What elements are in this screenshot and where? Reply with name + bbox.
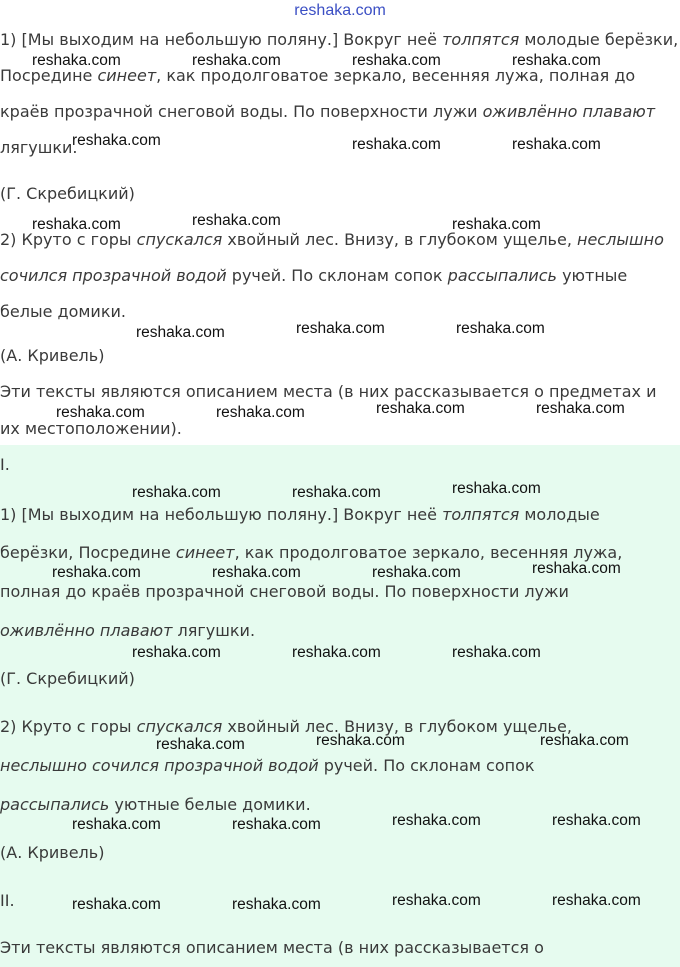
watermark: reshaka.com	[552, 892, 641, 909]
author-krivel: (А. Кривель)	[0, 346, 105, 365]
p1-line-1: 1) [Мы выходим на небольшую поляну.] Вокруг неё толпятся молодые берёзки,	[0, 30, 679, 49]
watermark: reshaka.com	[316, 732, 405, 749]
s-p1-line-1: 1) [Мы выходим на небольшую поляну.] Вокруг неё толпятся молодые	[0, 505, 600, 524]
watermark: reshaka.com	[452, 216, 541, 233]
watermark: reshaka.com	[552, 812, 641, 829]
watermark: reshaka.com	[212, 564, 301, 581]
s-p1-line-3: полная до краёв прозрачной снеговой воды. По поверхности лужи	[0, 582, 569, 601]
watermark: reshaka.com	[56, 404, 145, 421]
watermark: reshaka.com	[352, 52, 441, 69]
s-p2-line-1: 2) Круто с горы спускался хвойный лес. Внизу, в глубоком ущелье,	[0, 717, 572, 736]
watermark: reshaka.com	[132, 644, 221, 661]
watermark: reshaka.com	[156, 736, 245, 753]
watermark: reshaka.com	[72, 896, 161, 913]
watermark: reshaka.com	[72, 816, 161, 833]
s-author-krivel: (А. Кривель)	[0, 843, 105, 862]
watermark: reshaka.com	[456, 320, 545, 337]
s-p1-line-2: берёзки, Посредине синеет, как продолговатое зеркало, весенняя лужа,	[0, 543, 623, 562]
watermark: reshaka.com	[72, 132, 161, 149]
marker-1: I.	[0, 455, 10, 474]
s-p1-line-4: оживлённо плавают лягушки.	[0, 621, 256, 640]
watermark: reshaka.com	[32, 52, 121, 69]
conclusion-line-1: Эти тексты являются описанием места (в них рассказывается о предметах и	[0, 382, 657, 401]
watermark: reshaka.com	[512, 136, 601, 153]
s-p2-line-2: неслышно сочился прозрачной водой ручей. По склонам сопок	[0, 756, 535, 775]
marker-2: II.	[0, 891, 15, 910]
watermark: reshaka.com	[296, 320, 385, 337]
p2-line-2: сочился прозрачной водой ручей. По склонам сопок рассыпались уютные	[0, 266, 628, 285]
watermark: reshaka.com	[532, 560, 621, 577]
watermark: reshaka.com	[216, 404, 305, 421]
site-link[interactable]: reshaka.com	[294, 2, 386, 19]
watermark: reshaka.com	[392, 892, 481, 909]
watermark: reshaka.com	[352, 136, 441, 153]
watermark: reshaka.com	[376, 400, 465, 417]
watermark: reshaka.com	[192, 52, 281, 69]
p2-line-1: 2) Круто с горы спускался хвойный лес. Внизу, в глубоком ущелье, неслышно	[0, 230, 664, 249]
watermark: reshaka.com	[536, 400, 625, 417]
watermark: reshaka.com	[232, 896, 321, 913]
watermark: reshaka.com	[232, 816, 321, 833]
watermark: reshaka.com	[292, 484, 381, 501]
watermark: reshaka.com	[540, 732, 629, 749]
conclusion-line-2: их местоположении).	[0, 419, 182, 438]
watermark: reshaka.com	[292, 644, 381, 661]
watermark: reshaka.com	[132, 484, 221, 501]
s-p2-line-3: рассыпались уютные белые домики.	[0, 795, 311, 814]
watermark: reshaka.com	[192, 212, 281, 229]
watermark: reshaka.com	[372, 564, 461, 581]
watermark: reshaka.com	[452, 480, 541, 497]
s-author-skrebitsky: (Г. Скребицкий)	[0, 669, 135, 688]
p1-line-3: краёв прозрачной снеговой воды. По поверхности лужи оживлённо плавают	[0, 102, 656, 121]
watermark: reshaka.com	[452, 644, 541, 661]
watermark: reshaka.com	[512, 52, 601, 69]
p2-line-3: белые домики.	[0, 302, 126, 321]
s-conclusion-line-1: Эти тексты являются описанием места (в них рассказывается о	[0, 938, 544, 957]
watermark: reshaka.com	[52, 564, 141, 581]
watermark: reshaka.com	[392, 812, 481, 829]
p1-line-2: Посредине синеет, как продолговатое зеркало, весенняя лужа, полная до	[0, 66, 636, 85]
p1-line-4: лягушки.	[0, 138, 78, 157]
watermark: reshaka.com	[136, 324, 225, 341]
author-skrebitsky: (Г. Скребицкий)	[0, 184, 135, 203]
watermark: reshaka.com	[32, 216, 121, 233]
